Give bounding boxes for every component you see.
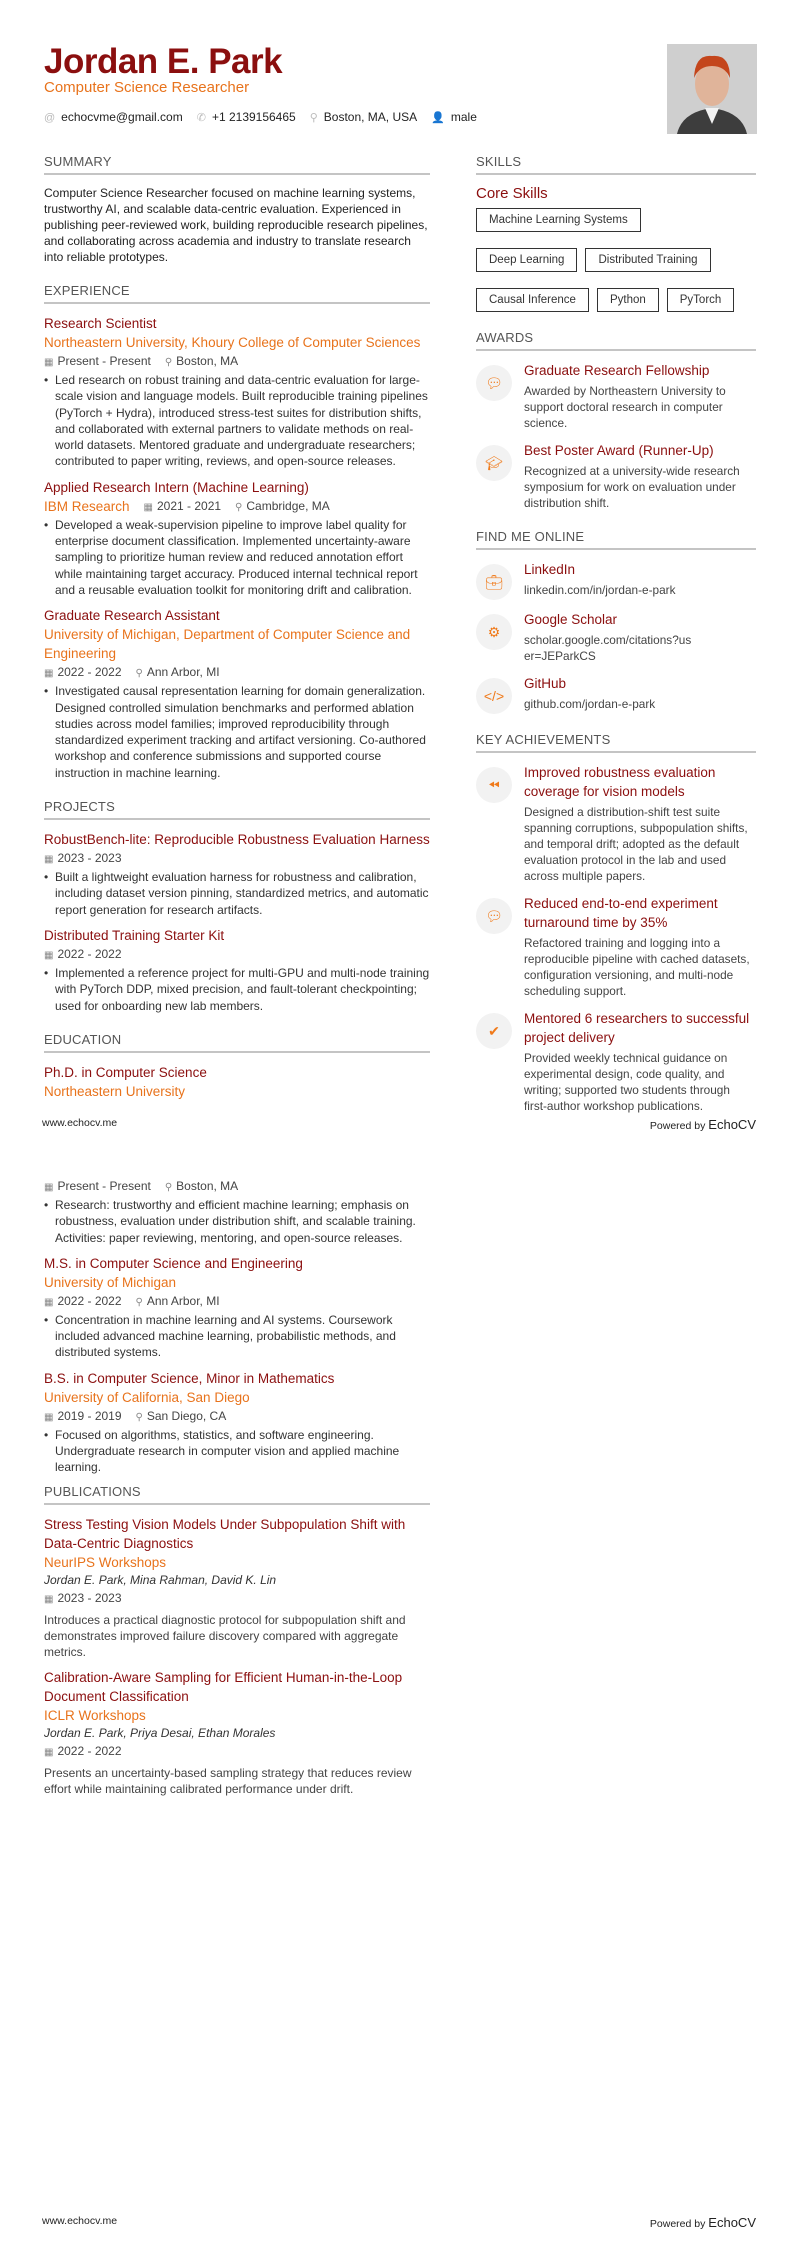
dates: 2019 - 2019 [57,1408,122,1423]
link-url[interactable]: github.com/jordan-e-park [524,697,656,711]
skill-tag: Distributed Training [585,248,710,272]
degree: Ph.D. in Computer Science [44,1064,207,1080]
link-item[interactable] [476,560,756,600]
school: University of California, San Diego [44,1389,250,1405]
dates: Present - Present [57,1179,151,1193]
award-title: Best Poster Award (Runner-Up) [524,443,714,458]
location: Cambridge, MA [246,498,330,513]
calendar-icon: ▦ [44,668,54,680]
skills-section [476,154,756,312]
dates: 2021 - 2021 [156,498,222,513]
location: Boston, MA [176,1179,239,1193]
achievement-item [476,763,756,884]
calendar-icon: ▦ [44,1182,54,1193]
link-url[interactable]: linkedin.com/in/jordan-e-park [524,583,676,597]
employer: IBM Research [44,499,130,515]
publications-section [44,1484,430,1797]
powered-by: Powered by [649,2218,706,2230]
location: Boston, MA [176,354,239,368]
achievement-item [476,1009,756,1114]
section-heading: PROJECTS [44,799,430,820]
publication-item [44,1668,430,1797]
scholar-icon: ⚙ [476,614,512,650]
school: University of Michigan [44,1274,177,1290]
school: Northeastern University [44,1083,186,1099]
section-heading: FIND ME ONLINE [476,529,756,550]
phone-icon: ✆ [196,112,206,124]
left-column [44,1177,430,1815]
location-icon: ⚲ [164,1182,173,1193]
graduation-cap-icon: 🎓︎ [476,445,512,481]
location-icon: ⚲ [164,357,173,368]
award-item [476,441,756,511]
experience-section [44,283,430,781]
achievement-desc: Refactored training and logging into a reproducible pipeline with cached datasets, configuration versioning, and multi-node scheduling support. [524,936,750,998]
page-footer [42,2215,756,2230]
venue: ICLR Workshops [44,1707,146,1723]
candidate-name: Jordan E. Park [44,42,283,81]
profile-photo [667,44,757,134]
award-desc: Awarded by Northeastern University to support doctoral research in computer science. [524,384,726,430]
section-heading: KEY ACHIEVEMENTS [476,732,756,753]
skill-tags [476,208,756,312]
calendar-icon: ▦ [44,357,54,368]
project-title: Distributed Training Starter Kit [44,927,225,943]
link-title[interactable]: Google Scholar [524,612,618,627]
achievement-desc: Provided weekly technical guidance on experimental design, code quality, and writing; supported two students through first-author workshop publications. [524,1051,730,1113]
experience-item [44,478,430,598]
link-item[interactable] [476,674,756,714]
left-column [44,154,430,1119]
award-title: Graduate Research Fellowship [524,363,710,378]
dates: 2022 - 2022 [57,665,122,680]
employer: Northeastern University, Khoury College of Computer Sciences [44,335,421,350]
achievement-title: Improved robustness evaluation coverage for vision models [524,765,716,799]
publication-title: Stress Testing Vision Models Under Subpopulation Shift with Data-Centric Diagnostics [44,1516,406,1551]
location: Boston, MA, USA [323,110,418,124]
skill-group-title: Core Skills [476,185,548,202]
bullet: • Investigated causal representation learning for domain generalization. Designed controlled simulation benchmarks and performed ablation studies across model families; improved reproducibility through standardized experiment tracking and artifact versioning. Co-authored workshop and conference submissions and supported course instruction in machine learning. [44,683,430,781]
dates: Present - Present [57,354,151,368]
employer: University of Michigan, Department of Computer Science and Engineering [44,627,411,662]
link-title[interactable]: LinkedIn [524,562,576,577]
brand-name[interactable]: EchoCV [708,2215,756,2230]
link-url[interactable]: scholar.google.com/citations?user=JEParkCS [524,633,692,663]
project-item [44,926,430,1014]
gender: male [450,110,477,124]
skill-tag: Deep Learning [476,248,577,272]
section-heading: SUMMARY [44,154,430,175]
authors: Jordan E. Park, Mina Rahman, David K. Lin [44,1572,277,1587]
calendar-icon: ▦ [44,949,54,961]
comment-icon: 💬︎ [476,365,512,401]
education-item [44,1369,430,1476]
dates: 2022 - 2022 [57,1293,122,1308]
location-icon: ⚲ [309,112,318,124]
publication-desc: Presents an uncertainty-based sampling strategy that reduces review effort while maintaining calibrated performance under drift. [44,1765,412,1796]
authors: Jordan E. Park, Priya Desai, Ethan Morales [44,1725,276,1740]
projects-section [44,799,430,1014]
calendar-icon: ▦ [44,854,54,866]
right-column [476,154,756,1132]
achievement-item [476,894,756,999]
dates: 2023 - 2023 [57,851,122,866]
comment-icon: 💬︎ [476,898,512,934]
summary-text: Computer Science Researcher focused on machine learning systems, trustworthy AI, and scalable data-centric evaluation. Experienced in publishing peer-reviewed work, building reproducible research pipelines, and collaborating across academia and industry to translate research into reliable prototypes. [44,186,428,264]
achievement-title: Reduced end-to-end experiment turnaround time by 35% [524,896,718,930]
footer-site-link[interactable]: www.echocv.me [42,1117,118,1129]
job-title: Graduate Research Assistant [44,608,220,624]
briefcase-icon: 💼︎ [476,564,512,600]
check-circle-icon: ✔ [476,1013,512,1049]
bullet: • Research: trustworthy and efficient machine learning; emphasis on robustness, evaluation under distribution shift, and scalable training. Activities: paper reviewing, mentoring, and open-source releases. [44,1197,430,1246]
summary-section [44,154,430,265]
location: Ann Arbor, MI [146,1293,220,1308]
project-item [44,830,430,918]
location: Ann Arbor, MI [146,665,220,680]
calendar-icon: ▦ [44,1411,54,1423]
experience-item [44,606,430,781]
awards-section [476,330,756,511]
degree: B.S. in Computer Science, Minor in Mathematics [44,1370,335,1386]
job-title: Applied Research Intern (Machine Learning) [44,479,309,495]
education-item [44,1254,430,1361]
calendar-icon: ▦ [44,1593,54,1605]
calendar-icon: ▦ [44,1296,54,1308]
education-section [44,1032,430,1101]
contact-row [44,110,477,124]
candidate-role: Computer Science Researcher [44,79,250,96]
location-icon: ⚲ [235,501,243,513]
publication-item [44,1515,430,1660]
bullet: • Led research on robust training and data-centric evaluation for large-scale vision and language models. Built reproducible training pipelines (PyTorch + Hydra), introduced stress-test suites for distribution shifts, and collaborated with external partners to validate methods on real-world datasets. Mentored graduate and undergraduate researchers; contributed to paper writing, reviews, and open-source releases. [44,372,430,470]
location-icon: ⚲ [135,1296,143,1308]
skill-tag: Causal Inference [476,288,589,312]
powered-by: Powered by [649,1120,706,1132]
dates: 2022 - 2022 [57,1743,122,1758]
dates: 2022 - 2022 [57,946,122,961]
location-icon: ⚲ [135,1411,143,1423]
section-heading: EXPERIENCE [44,283,430,304]
section-heading: EDUCATION [44,1032,430,1053]
publication-title: Calibration-Aware Sampling for Efficient Human-in-the-Loop Document Classification [44,1669,403,1704]
phone: +1 2139156465 [211,110,296,124]
section-heading: PUBLICATIONS [44,1484,430,1505]
bullet: • Concentration in machine learning and AI systems. Coursework included advanced machine learning, probabilistic methods, and distributed systems. [44,1312,430,1361]
online-section [476,529,756,714]
bullet: • Built a lightweight evaluation harness for robustness and calibration, including dataset version pinning, standardized metrics, and automatic report generation for research artifacts. [44,869,430,918]
page-2 [0,1123,794,2246]
footer-site-link[interactable]: www.echocv.me [42,2215,118,2227]
job-title: Research Scientist [44,316,157,331]
section-heading: AWARDS [476,330,756,351]
calendar-icon: ▦ [143,501,153,513]
skill-tag: Machine Learning Systems [476,208,641,232]
bullet: • Focused on algorithms, statistics, and software engineering. Undergraduate research in computer vision and applied machine learning. [44,1427,430,1476]
section-heading: SKILLS [476,154,756,175]
skill-tag: PyTorch [667,288,735,312]
brand-name[interactable]: EchoCV [708,1117,756,1132]
bullet: • Developed a weak-supervision pipeline to improve label quality for enterprise document classification. Implemented uncertainty-aware sampling to prioritize human review and reduced annotation effort while maintaining target accuracy. Produced internal technical report and a reusable evaluation toolkit for monitoring drift and calibration. [44,517,430,598]
link-item[interactable] [476,610,756,664]
code-icon: </> [476,678,512,714]
degree: M.S. in Computer Science and Engineering [44,1255,303,1271]
project-title: RobustBench-lite: Reproducible Robustness Evaluation Harness [44,832,430,848]
person-icon: 👤 [431,112,445,124]
award-desc: Recognized at a university-wide research symposium for work on evaluation under distribution shift. [524,464,740,510]
rewind-icon: ⏪︎ [476,767,512,803]
achievement-desc: Designed a distribution-shift test suite spanning corruptions, subpopulation shifts, and temporal drift; adopted as the default evaluation protocol in the lab and used across multiple papers. [524,805,748,883]
calendar-icon: ▦ [44,1746,54,1758]
bullet: • Implemented a reference project for multi-GPU and multi-node training with PyTorch DDP, mixed precision, and fault-tolerant checkpointing; used for onboarding new lab members. [44,965,430,1014]
venue: NeurIPS Workshops [44,1554,167,1570]
award-item [476,361,756,431]
email[interactable]: echocvme@gmail.com [61,110,183,124]
achievement-title: Mentored 6 researchers to successful project delivery [524,1011,750,1045]
location: San Diego, CA [146,1408,227,1423]
link-title[interactable]: GitHub [524,676,567,691]
education-item [44,1177,430,1246]
publication-desc: Introduces a practical diagnostic protocol for subpopulation shift and demonstrates improved failure discovery compared with aggregate metrics. [44,1612,406,1659]
email-icon: @ [44,112,56,124]
location-icon: ⚲ [135,668,143,680]
achievements-section [476,732,756,1114]
dates: 2023 - 2023 [57,1590,122,1605]
skill-tag: Python [597,288,659,312]
experience-item [44,314,430,470]
